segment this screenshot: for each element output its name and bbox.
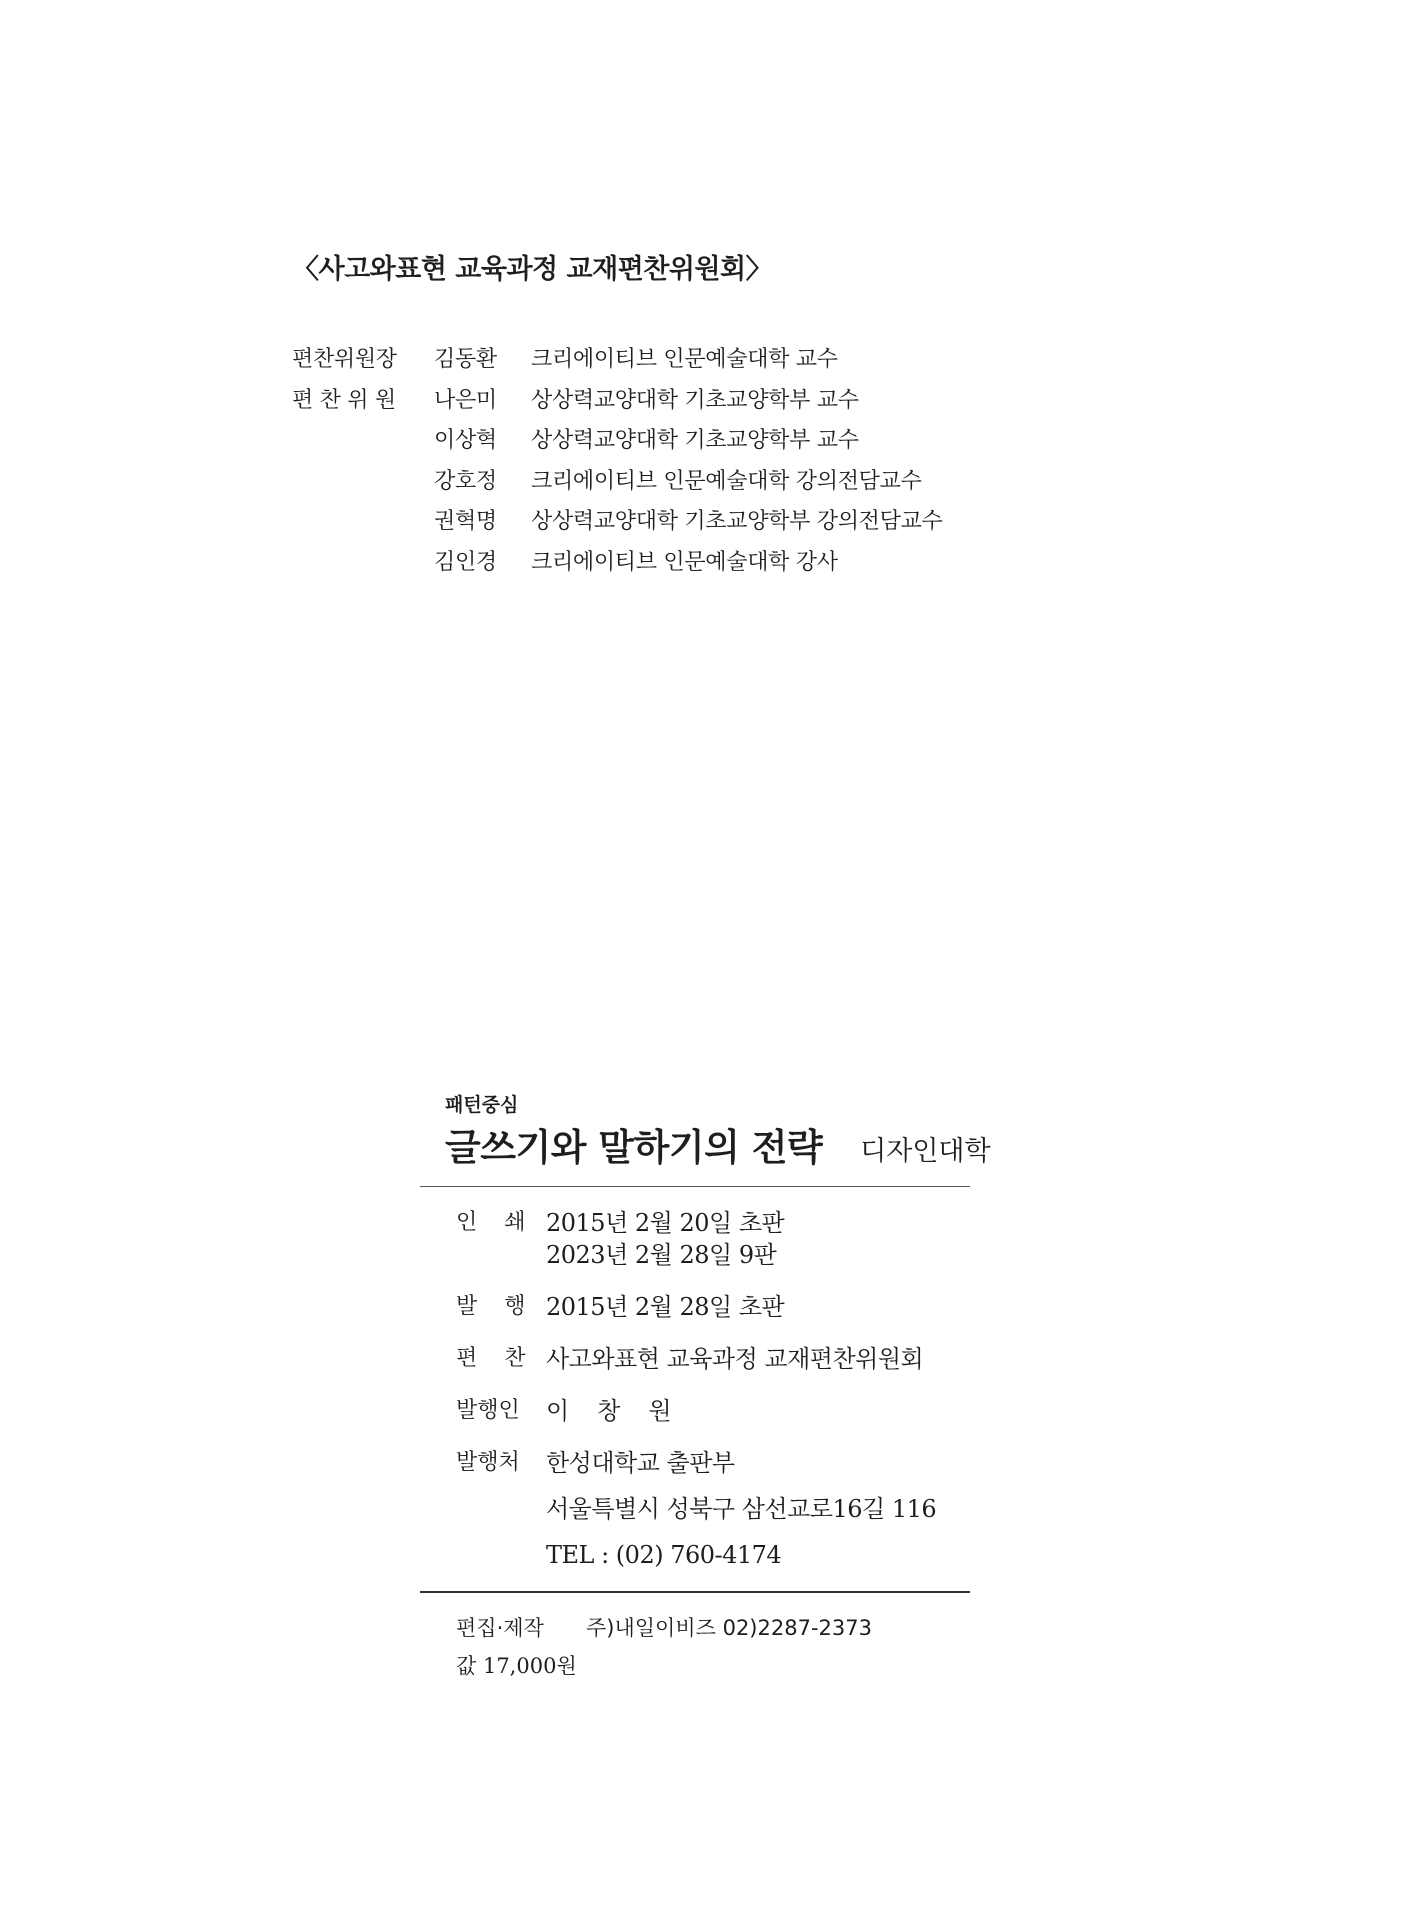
college-name: 디자인대학	[860, 1136, 991, 1167]
committee-member	[292, 381, 942, 422]
series-label: 패턴중심	[445, 1094, 519, 1116]
publisher-address: 서울특별시 성북구 삼선교로16길 116	[546, 1495, 937, 1523]
member-name: 김동환	[434, 347, 497, 372]
member-affiliation: 상상력교양대학 기초교양학부 교수	[531, 428, 859, 453]
member-role	[292, 543, 434, 584]
publication-row	[456, 1291, 970, 1323]
committee-member	[292, 421, 942, 462]
member-role	[292, 502, 434, 543]
committee-member	[292, 340, 942, 381]
colophon	[420, 1092, 991, 1681]
member-affiliation: 크리에이티브 인문예술대학 강의전담교수	[531, 468, 922, 494]
member-role	[292, 462, 434, 503]
member-affiliation: 상상력교양대학 기초교양학부 강의전담교수	[531, 509, 943, 534]
publication-info	[420, 1207, 970, 1571]
publication-label: 발 행	[456, 1294, 536, 1319]
publisher-person-name: 이창원	[546, 1397, 700, 1425]
book-title-row	[420, 1122, 991, 1178]
top-divider	[420, 1186, 970, 1187]
publisher-label: 발행처	[456, 1450, 520, 1475]
publisher-row	[456, 1447, 970, 1571]
committee-section	[292, 250, 942, 583]
printing-label: 인 쇄	[456, 1210, 536, 1235]
member-affiliation: 크리에이티브 인문예술대학 강사	[531, 549, 838, 575]
printing-row	[456, 1207, 970, 1271]
member-name: 나은미	[434, 387, 497, 413]
committee-member	[292, 462, 942, 503]
publication-date: 2015년 2월 28일 초판	[546, 1293, 785, 1321]
editor-name: 사고와표현 교육과정 교재편찬위원회	[546, 1345, 924, 1373]
production-value: 주)내일이비즈 02)2287-2373	[586, 1616, 872, 1640]
member-affiliation: 상상력교양대학 기초교양학부 교수	[531, 387, 859, 413]
member-role: 편 찬 위 원	[292, 387, 396, 413]
committee-member	[292, 502, 942, 543]
committee-member-list	[292, 340, 942, 583]
printing-latest: 2023년 2월 28일 9판	[546, 1241, 777, 1269]
committee-title: 〈사고와표현 교육과정 교재편찬위원회〉	[292, 254, 773, 285]
bottom-divider	[420, 1591, 970, 1593]
printing-first: 2015년 2월 20일 초판	[546, 1209, 785, 1237]
publisher-name: 한성대학교 출판부	[546, 1449, 735, 1477]
price: 값 17,000원	[456, 1654, 577, 1678]
member-role	[292, 421, 434, 462]
member-name: 김인경	[434, 549, 497, 575]
member-name: 강호정	[434, 468, 497, 494]
production-label: 편집·제작	[456, 1616, 544, 1640]
editor-label: 편 찬	[456, 1346, 536, 1371]
member-name: 권혁명	[434, 509, 497, 534]
committee-member	[292, 543, 942, 584]
book-title: 글쓰기와 말하기의 전략	[445, 1126, 823, 1169]
member-role: 편찬위원장	[292, 347, 397, 372]
publisher-person-label: 발행인	[456, 1398, 520, 1423]
production-row	[420, 1613, 970, 1643]
member-affiliation: 크리에이티브 인문예술대학 교수	[531, 347, 838, 372]
member-name: 이상혁	[434, 428, 497, 453]
publisher-tel: TEL : (02) 760-4174	[546, 1541, 782, 1569]
editor-row	[456, 1343, 970, 1375]
publisher-person-row	[456, 1395, 970, 1427]
